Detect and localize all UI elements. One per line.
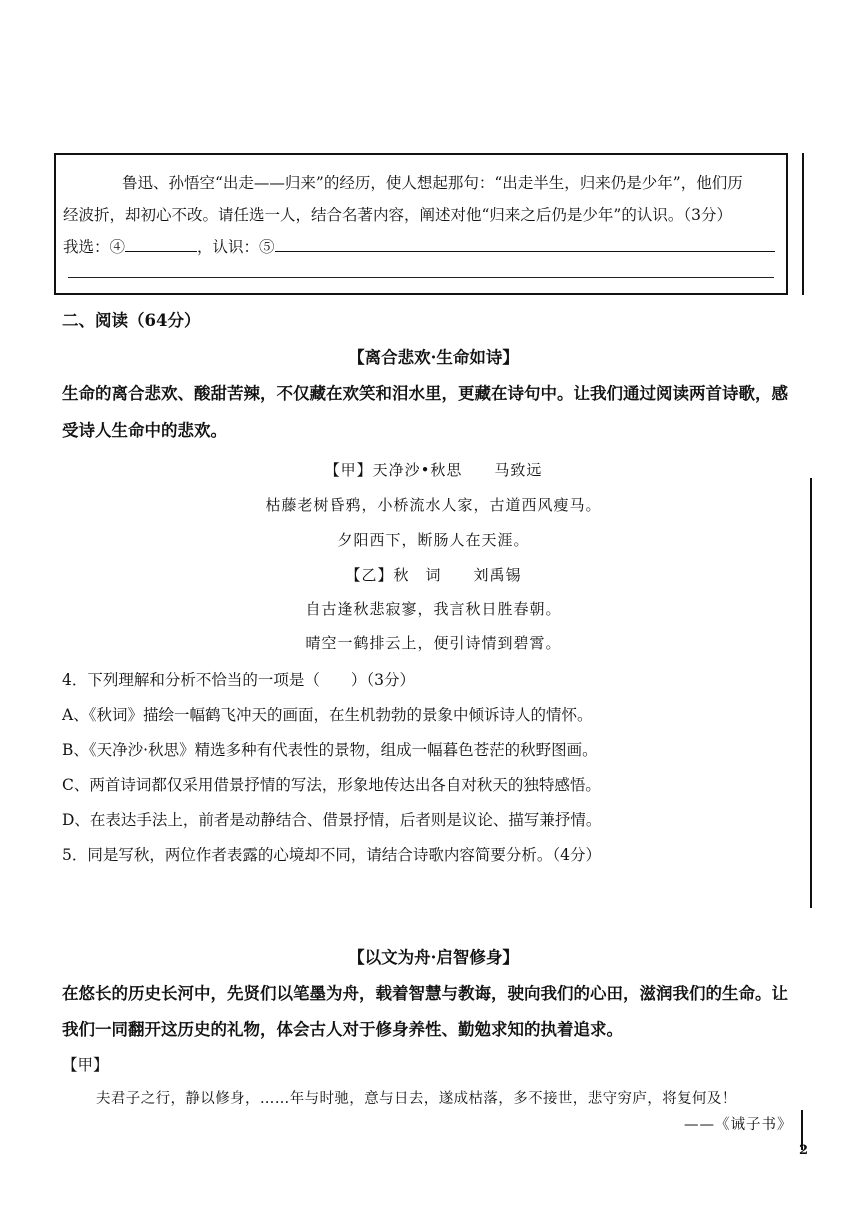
question-4: 4．下列理解和分析不恰当的一项是（ ）（3分） xyxy=(62,671,415,689)
poem-b-line-1: 自古逢秋悲寂寥，我言秋日胜春朝。 xyxy=(305,600,562,618)
poem-a-line-2: 夕阳西下，断肠人在天涯。 xyxy=(337,531,530,549)
part-a-label: 【甲】 xyxy=(62,1056,109,1074)
page-number: 2 xyxy=(799,1143,809,1158)
question-4-option-d: D、在表达手法上，前者是动静结合、借景抒情，后者则是议论、描写兼抒情。 xyxy=(62,811,602,829)
know-blank[interactable] xyxy=(275,237,775,252)
section-heading: 二、阅读（64分） xyxy=(62,311,201,330)
question-5: 5．同是写秋，两位作者表露的心境却不同，请结合诗歌内容简要分析。（4分） xyxy=(62,846,601,864)
poem-b-title: 【乙】秋 词 刘禹锡 xyxy=(345,566,522,584)
question-4-option-a: A、《秋词》描绘一幅鹤飞冲天的画面，在生机勃勃的景象中倾诉诗人的情怀。 xyxy=(62,706,593,724)
source-a: ——《诫子书》 xyxy=(684,1117,793,1133)
choose-label: 我选：④ xyxy=(63,238,126,256)
poem-a-title: 【甲】天净沙•秋思 马致远 xyxy=(324,461,543,479)
group1-intro-line-1: 生命的离合悲欢、酸甜苦辣，不仅藏在欢笑和泪水里，更藏在诗句中。让我们通过阅读两首诗歌，感 xyxy=(62,384,788,403)
box-paragraph-line-1: 鲁迅、孙悟空“出走——归来”的经历，使人想起那句：“出走半生，归来仍是少年”，他们历 xyxy=(122,174,743,192)
group1-title: 【离合悲欢·生命如诗】 xyxy=(348,348,519,367)
classical-text-a: 夫君子之行，静以修身，……年与时驰，意与日去，遂成枯落，多不接世，悲守穷庐，将复何及！ xyxy=(96,1091,737,1107)
question-4-option-b: B、《天净沙·秋思》精选多种有代表性的景物，组成一幅暮色苍茫的秋野图画。 xyxy=(62,741,598,759)
poem-a-line-1: 枯藤老树昏鸦，小桥流水人家，古道西风瘦马。 xyxy=(265,496,602,514)
question-4-option-c: C、两首诗词都仅采用借景抒情的写法，形象地传达出各自对秋天的独特感悟。 xyxy=(62,776,601,794)
box-paragraph-line-2: 经波折，却初心不改。请任选一人，结合名著内容，阐述对他“归来之后仍是少年”的认识。（3分） xyxy=(63,206,732,224)
margin-line-middle xyxy=(810,478,812,908)
group2-intro-line-2: 我们一同翻开这历史的礼物，体会古人对于修身养性、勤勉求知的执着追求。 xyxy=(62,1020,623,1039)
answer-line-2[interactable] xyxy=(68,277,774,278)
poem-b-line-2: 晴空一鹤排云上，便引诗情到碧霄。 xyxy=(305,634,562,652)
group2-title: 【以文为舟·启智修身】 xyxy=(348,948,519,967)
margin-line-top xyxy=(802,153,804,295)
answer-box xyxy=(54,153,788,295)
group2-intro-line-1: 在悠长的历史长河中，先贤们以笔墨为舟，载着智慧与教诲，驶向我们的心田，滋润我们的生命。让 xyxy=(62,984,788,1003)
choose-blank[interactable] xyxy=(125,237,197,252)
answer-line xyxy=(63,235,775,257)
know-label: ，认识：⑤ xyxy=(197,238,275,256)
group1-intro-line-2: 受诗人生命中的悲欢。 xyxy=(62,421,227,440)
